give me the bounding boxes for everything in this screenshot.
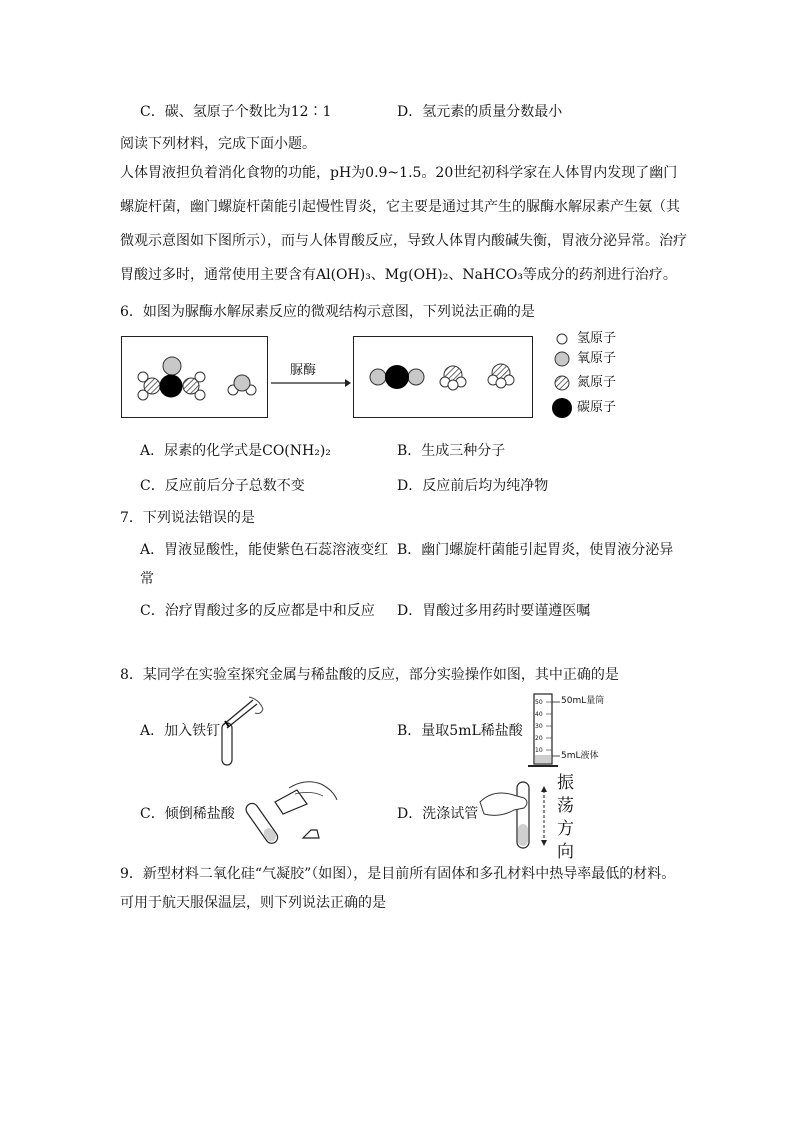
q8-option-d: D．洗涤试管: [397, 806, 479, 822]
cylinder-tick-50: 50: [535, 699, 543, 706]
oxygen-atom-icon: [555, 352, 569, 366]
q6-option-a: A．尿素的化学式是CO(NH₂)₂: [140, 443, 331, 459]
shake-direction-3: 方: [557, 819, 574, 839]
cylinder-tick-40: 40: [535, 711, 543, 718]
q6-stem: 6．如图为脲酶水解尿素反应的微观结构示意图，下列说法正确的是: [120, 304, 535, 320]
cylinder-label: 50mL量筒: [561, 696, 605, 706]
nitrogen-atom-icon: [555, 376, 569, 390]
legend-nitrogen: 氮原子: [577, 375, 617, 390]
hydrogen-atom-icon: [557, 334, 567, 344]
product-box: [353, 336, 533, 418]
legend-hydrogen: 氢原子: [577, 331, 617, 346]
carbon-atom-icon: [552, 398, 572, 418]
cylinder-tick-10: 10: [535, 747, 543, 754]
legend-symbols: [554, 332, 574, 422]
graduated-cylinder-illustration: [526, 692, 560, 770]
product-molecules: [354, 337, 532, 417]
q9-line1: 9．新型材料二氧化硅“气凝胶”（如图），是目前所有固体和多孔材料中热导率最低的材料。: [120, 866, 676, 882]
q8-option-b: B．量取5mL稀盐酸: [397, 723, 523, 739]
q5-option-c: C．碳、氢原子个数比为12∶1: [140, 104, 332, 120]
q7-option-a: A．胃液显酸性，能使紫色石蕊溶液变红: [140, 542, 389, 558]
reading-intro: 阅读下列材料，完成下面小题。: [120, 136, 316, 152]
pouring-acid-illustration: [245, 780, 340, 855]
q6-option-d: D．反应前后均为纯净物: [397, 478, 549, 494]
shake-direction-2: 荡: [557, 796, 574, 816]
q7-option-d: D．胃酸过多用药时要谨遵医嘱: [397, 603, 591, 619]
q6-option-c: C．反应前后分子总数不变: [140, 478, 305, 494]
cylinder-tick-30: 30: [535, 723, 543, 730]
q7-stem: 7．下列说法错误的是: [120, 510, 255, 526]
cylinder-tick-20: 20: [535, 735, 543, 742]
add-iron-nail-illustration: [215, 695, 265, 770]
shake-direction-1: 振: [557, 773, 574, 793]
q7-option-c: C．治疗胃酸过多的反应都是中和反应: [140, 603, 375, 619]
reactant-box: [121, 336, 268, 418]
q6-option-b: B．生成三种分子: [397, 443, 506, 459]
reactant-molecules: [122, 337, 267, 417]
reaction-arrow: [271, 378, 351, 388]
arrow-label: 脲酶: [290, 363, 317, 378]
q5-option-d: D．氢元素的质量分数最小: [397, 104, 563, 120]
liquid-label: 5mL液体: [561, 751, 599, 761]
q8-stem: 8．某同学在实验室探究金属与稀盐酸的反应，部分实验操作如图，其中正确的是: [120, 667, 619, 683]
washing-test-tube-illustration: [478, 776, 548, 854]
legend-carbon: 碳原子: [577, 400, 617, 415]
shake-direction-4: 向: [557, 842, 574, 862]
reading-material: 人体胃液担负着消化食物的功能，pH为0.9~1.5。20世纪初科学家在人体胃内发现了幽门螺旋杆菌，幽门螺旋杆菌能引起慢性胃炎，它主要是通过其产生的脲酶水解尿素产生氨（其微观示意图如下图所示），而与人体胃酸反应，导致人体胃内酸碱失衡，胃液分泌异常。治疗胃酸过多时，通常使用主要含有Al(OH)₃、Mg(OH)₂、NaHCO₃等成分的药剂进行治疗。: [120, 165, 687, 283]
q7-option-b-continued: 常: [140, 571, 154, 587]
q7-option-b: B．幽门螺旋杆菌能引起胃炎，使胃液分泌异: [397, 542, 674, 558]
q8-option-c: C．倾倒稀盐酸: [140, 806, 235, 822]
q8-option-a: A．加入铁钉: [140, 723, 221, 739]
q9-line2: 可用于航天服保温层，则下列说法正确的是: [120, 895, 386, 911]
legend-oxygen: 氧原子: [577, 351, 617, 366]
